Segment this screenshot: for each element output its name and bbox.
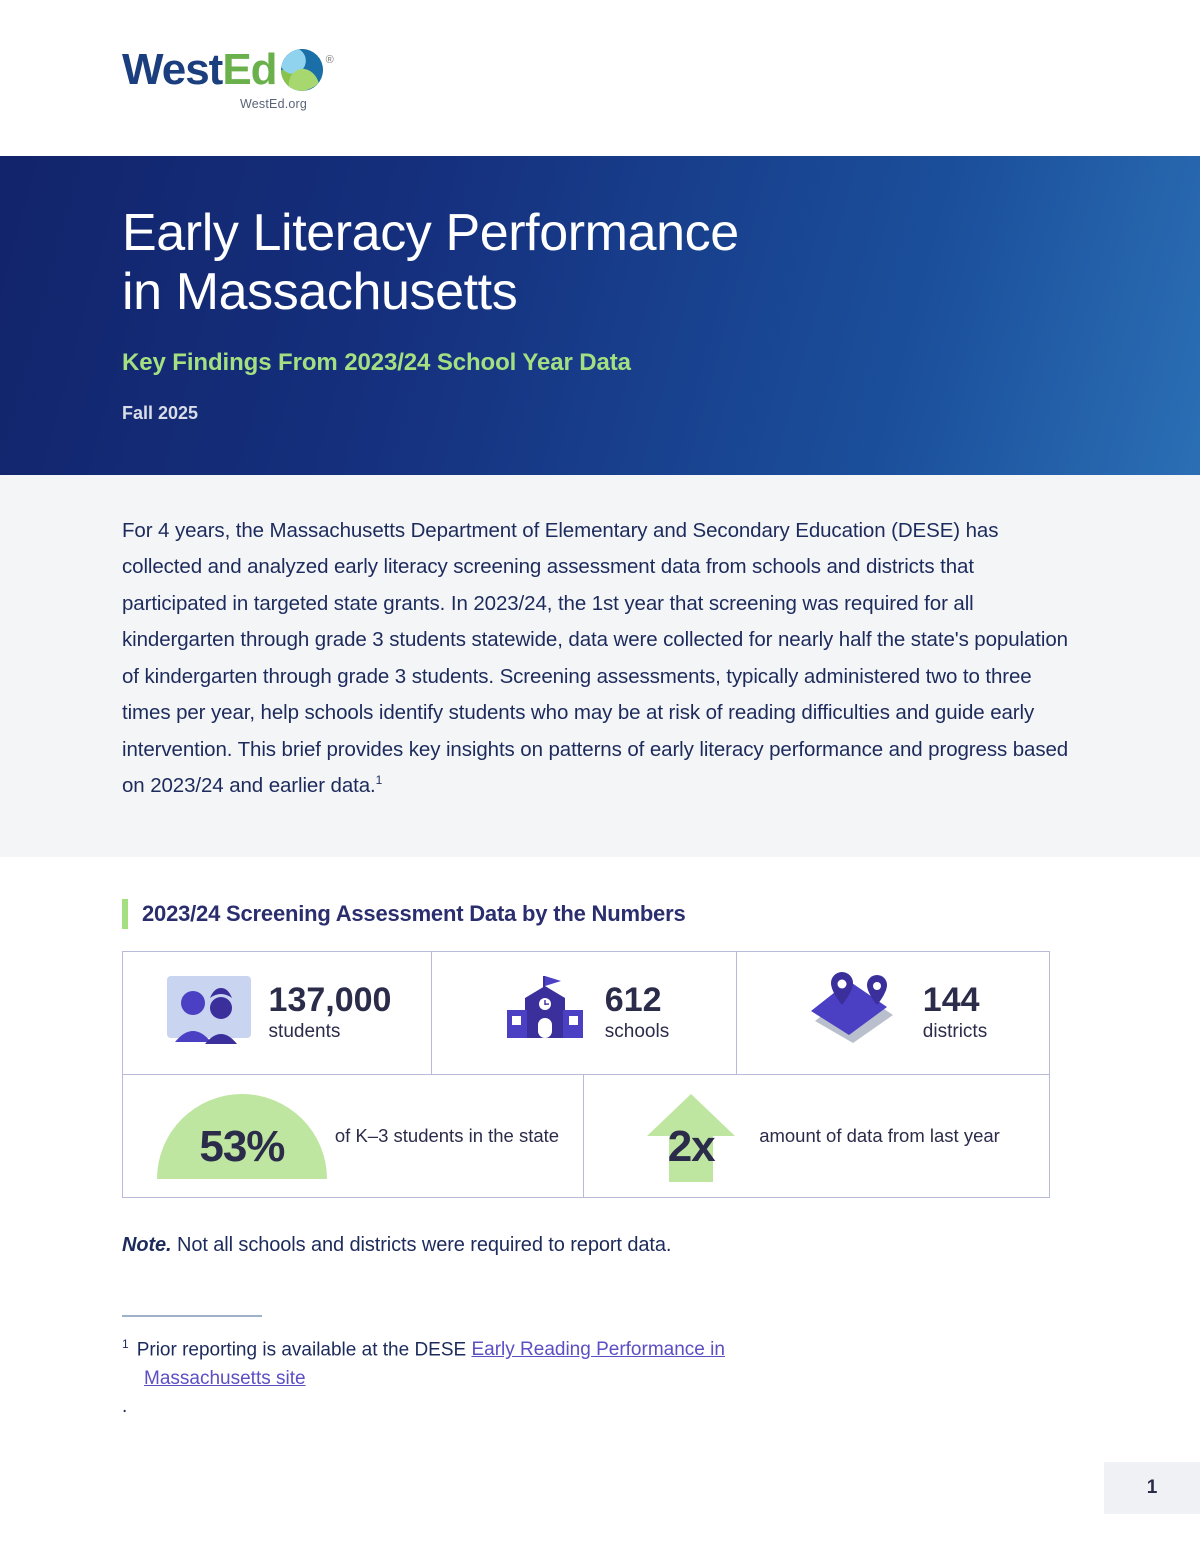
logo-wordmark xyxy=(122,45,334,94)
stat-label-districts: districts xyxy=(922,1020,988,1042)
page-number: 1 xyxy=(1104,1462,1200,1514)
stat-card-students xyxy=(123,952,431,1074)
hero-banner xyxy=(0,156,1200,475)
stat-label-percent: of K–3 students in the state xyxy=(334,1124,560,1146)
stat-label-multiplier: amount of data from last year xyxy=(759,1124,1000,1146)
intro-footnote-marker: 1 xyxy=(375,773,383,788)
publication-date: Fall 2025 xyxy=(122,402,199,423)
stats-note xyxy=(122,1234,1078,1257)
logo-url[interactable]: WestEd.org xyxy=(240,97,308,111)
header-logo-bar xyxy=(0,0,1200,156)
stats-row-bottom xyxy=(123,1074,1049,1197)
stat-value-multiplier: 2x xyxy=(667,1121,715,1171)
intro-section xyxy=(0,475,1200,857)
registered-mark: ® xyxy=(325,54,334,66)
stat-value-students: 137,000 xyxy=(268,980,392,1019)
stat-value-districts: 144 xyxy=(922,980,980,1019)
page-subtitle: Key Findings From 2023/24 School Year Data xyxy=(122,348,631,376)
stat-card-schools xyxy=(431,952,736,1074)
stats-section xyxy=(0,857,1200,1422)
footnote-link-line2: Massachusetts site xyxy=(144,1367,306,1389)
wested-logo[interactable] xyxy=(122,45,334,111)
section-heading-text: 2023/24 Screening Assessment Data by the Numbers xyxy=(142,900,686,926)
stat-label-schools: schools xyxy=(604,1020,670,1042)
stat-card-multiplier xyxy=(583,1075,1047,1197)
stats-row-top xyxy=(123,952,1049,1074)
footnote xyxy=(122,1335,1078,1422)
footnote-text-before: Prior reporting is available at the DESE xyxy=(136,1339,472,1361)
page-title xyxy=(122,204,1120,323)
page-title-line2: in Massachusetts xyxy=(122,263,518,322)
stat-value-schools: 612 xyxy=(604,980,662,1019)
section-heading xyxy=(122,899,1078,929)
page-title-line1: Early Literacy Performance xyxy=(122,204,739,262)
stat-value-percent: 53% xyxy=(199,1121,285,1171)
arc-gauge-icon xyxy=(157,1094,327,1178)
logo-text-west: West xyxy=(122,45,223,94)
footnote-text-after: . xyxy=(122,1396,128,1418)
logo-text-ed: Ed xyxy=(222,45,277,94)
note-text: Not all schools and districts were required to report data. xyxy=(171,1233,672,1256)
footnote-link-line1: Early Reading Performance in xyxy=(471,1339,725,1361)
footnote-marker: 1 xyxy=(122,1336,129,1351)
note-prefix: Note. xyxy=(122,1233,172,1256)
stats-grid xyxy=(122,951,1050,1198)
stat-card-percent xyxy=(123,1075,583,1197)
globe-icon xyxy=(281,49,323,91)
section-accent-bar xyxy=(122,899,128,929)
stat-label-students: students xyxy=(268,1020,341,1042)
map-pins-icon xyxy=(797,971,909,1054)
school-building-icon xyxy=(499,970,591,1055)
up-arrow-icon xyxy=(631,1090,751,1182)
footnote-divider xyxy=(122,1315,262,1317)
intro-paragraph xyxy=(0,513,1200,805)
intro-text: For 4 years, the Massachusetts Department of Elementary and Secondary Education (DESE) has collected and analyzed early literacy screening assessment data from schools and districts that participated in targeted state grants. In 2023/24, the 1st year that screening was required for all kindergarten through grade 3 students statewide, data were collected for nearly half the state's population of kindergarten through grade 3 students. Screening assessments, typically administered two to three times per year, help schools identify students who may be at risk of reading difficulties and guide early intervention. This brief provides key insights on patterns of early literacy performance and progress based on 2023/24 and earlier data. xyxy=(122,519,1069,798)
stat-card-districts xyxy=(736,952,1047,1074)
students-icon xyxy=(163,972,255,1053)
